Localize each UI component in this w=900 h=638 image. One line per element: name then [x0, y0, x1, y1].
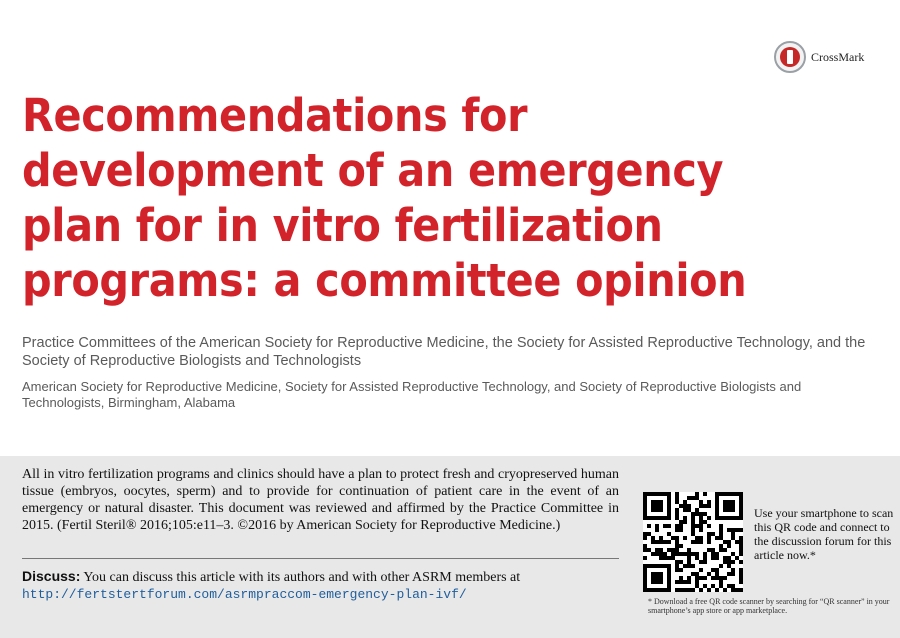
qr-code-icon[interactable]: [643, 492, 743, 592]
discuss-label: Discuss:: [22, 568, 81, 584]
discuss-paragraph: [22, 568, 619, 603]
abstract-text: All in vitro fertilization programs and clinics should have a plan to protect fresh and cryopreserved human tissue (embryos, oocytes, sperm) and to provide for continuation of patient care in the event of an emergency or natural disaster. This document was reviewed and affirmed by the Practice Committee in 2015. (Fertil Steril® 2016;105:e11–3. ©2016 by American Society for Reproductive Medicine.): [22, 467, 619, 533]
discuss-text: You can discuss this article with its authors and with other ASRM members at: [80, 570, 521, 585]
divider: [22, 558, 619, 559]
forum-link[interactable]: http://fertstertforum.com/asrmpraccom-emergency-plan-ivf/: [22, 587, 467, 602]
crossmark-icon: [774, 41, 806, 73]
crossmark-badge[interactable]: [774, 40, 864, 74]
article-title: Recommendations for development of an emergency plan for in vitro fertilization programs: a committee opinion: [22, 89, 747, 307]
abstract-panel: [0, 456, 900, 638]
qr-caption: Use your smartphone to scan this QR code and connect to the discussion forum for this article now.*: [754, 506, 894, 562]
article-authors: Practice Committees of the American Society for Reproductive Medicine, the Society for Assisted Reproductive Technology, and the Society of Reproductive Biologists and Technologists: [22, 335, 866, 369]
article-affiliation: American Society for Reproductive Medicine, Society for Assisted Reproductive Technology, and Society of Reproductive Biologists and Technologists, Birmingham, Alabama: [22, 379, 802, 410]
crossmark-label: CrossMark: [811, 49, 865, 64]
qr-footnote: * Download a free QR code scanner by searching for “QR scanner” in your smartphone’s app store or app marketplace.: [648, 597, 890, 615]
